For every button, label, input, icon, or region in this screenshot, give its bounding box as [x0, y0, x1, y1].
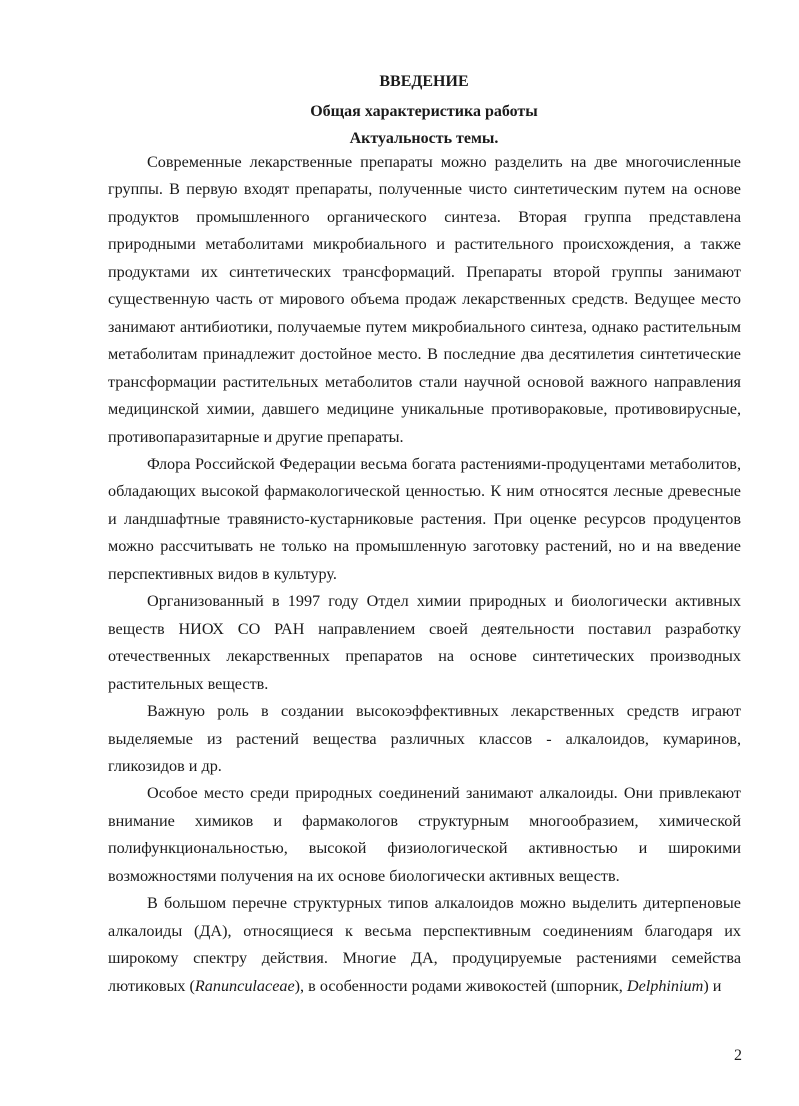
section-title: ВВЕДЕНИЕ: [379, 73, 469, 90]
paragraph-3: Организованный в 1997 году Отдел химии природных и биологически активных веществ НИОХ СО РАН направлением своей деятельности поставил разработку отечественных лекарственных препаратов на основе синтетических производных растительных веществ.: [108, 592, 741, 693]
family-name-latin: Ranunculaceae: [194, 976, 295, 995]
paragraph-2: Флора Российской Федерации весьма богата растениями-продуцентами метаболитов, обладающих высокой фармакологической ценностью. К ним относятся лесные древесные и ландшафтные травянисто-кустарниковые растения. При оценке ресурсов продуцентов можно рассчитывать не только на промышленную заготовку растений, но и на введение перспективных видов в культуру.: [108, 454, 741, 583]
paragraph-6-text-c: ) и: [703, 976, 722, 995]
genus-name-latin: Delphinium: [626, 976, 704, 995]
page-number: 2: [734, 1047, 742, 1064]
paragraph-6: [108, 890, 741, 1000]
paragraph-6-text-a: В большом перечне структурных типов алкалоидов можно выделить дитерпеновые алкалоиды (ДА), относящиеся к весьма перспективным соединениям благодаря их широкому спектру действия. Многие ДА, продуцируемые растениями семейства лютиковых (: [108, 894, 741, 995]
paragraph-5: Особое место среди природных соединений занимают алкалоиды. Они привлекают внимание химиков и фармакологов структурным многообразием, химической полифункциональностью, высокой физиологической активностью и широкими возможностями получения на их основе биологически активных веществ.: [108, 784, 741, 885]
paragraph-6-text-b: ), в особенности родами живокостей (шпорник,: [294, 976, 627, 995]
section-subtitle: Общая характеристика работы: [310, 103, 538, 120]
topic-heading: Актуальность темы.: [349, 130, 499, 147]
paragraph-4: Важную роль в создании высокоэффективных лекарственных средств играют выделяемые из растений вещества различных классов - алкалоидов, кумаринов, гликозидов и др.: [108, 702, 741, 775]
body-text: [108, 149, 741, 1000]
paragraph-1: Современные лекарственные препараты можно разделить на две многочисленные группы. В первую входят препараты, полученные чисто синтетическим путем на основе продуктов промышленного органического синтеза. Вторая группа представлена природными метаболитами микробиального и растительного происхождения, а также продуктами их синтетических трансформаций. Препараты второй группы занимают существенную часть от мирового объема продаж лекарственных средств. Ведущее место занимают антибиотики, получаемые путем микробиального синтеза, однако растительным метаболитам принадлежит достойное место. В последние два десятилетия синтетические трансформации растительных метаболитов стали научной основой важного направления медицинской химии, давшего медицине уникальные противораковые, противовирусные, противопаразитарные и другие препараты.: [108, 153, 741, 446]
